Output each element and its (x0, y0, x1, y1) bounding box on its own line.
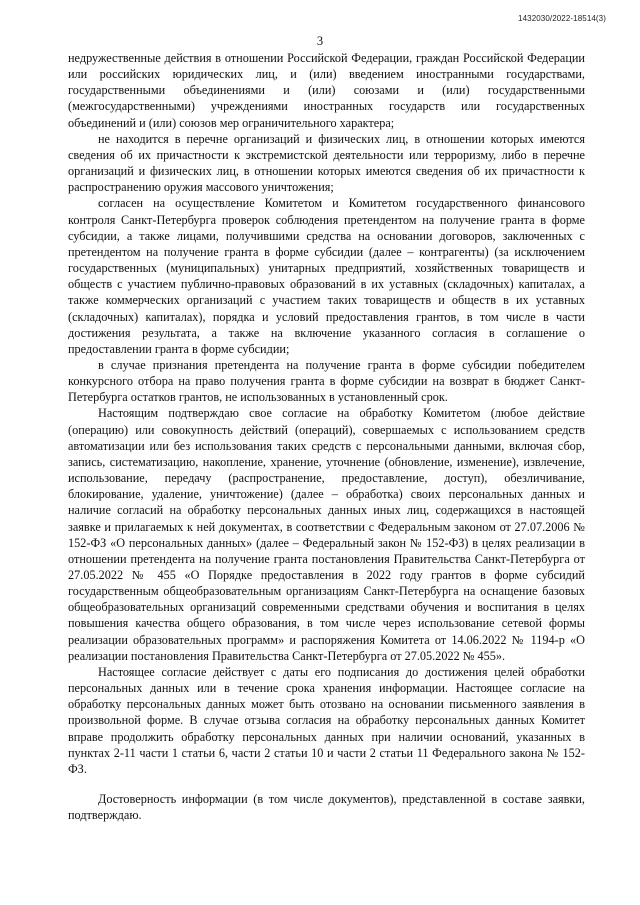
paragraph-consent-audit: согласен на осуществление Комитетом и Комитетом государственного финансового контроля Санкт-Петербурга проверок соблюдения претендентом на получение гранта в форме субсидии, а также лицами, получившими средства на основании договоров, заключенных с претендентом на получение гранта в форме субсидии (далее – контрагенты) (за исключением государственных (муниципальных) унитарных предприятий, хозяйственных товариществ и обществ с участием публично-правовых образований в их уставных (складочных) капиталах, а также коммерческих организаций с участием таких товариществ и обществ в их уставных (складочных) капиталах), порядка и условий предоставления грантов, в том числе в части достижения результата, а также на включение указанного согласия в соглашение о предоставлении гранта в форме субсидии; (68, 196, 585, 356)
document-number: 1432030/2022-18514(3) (518, 14, 606, 23)
document-body (68, 50, 585, 823)
paragraph-personal-data-consent: Настоящим подтверждаю свое согласие на обработку Комитетом (любое действие (операцию) или совокупность действий (операций), совершаемых с использованием средств автоматизации или без использования таких средств с персональными данными, включая сбор, запись, систематизацию, накопление, хранение, уточнение (обновление, изменение), извлечение, использование, передачу (распространение, предоставление, доступ), обезличивание, блокирование, удаление, уничтожение) (далее – обработка) своих персональных данных и наличие согласий на обработку персональных данных иных лиц, содержащихся в настоящей заявке и прилагаемых к ней документах, в соответствии с Федеральным законом от 27.07.2006 № 152-ФЗ «О персональных данных» (далее – Федеральный закон № 152-ФЗ) в целях реализации в отношении претендента на получение гранта постановления Правительства Санкт-Петербурга от 27.05.2022 № 455 «О Порядке предоставления в 2022 году грантов в форме субсидий государственным общеобразовательным организациям Санкт-Петербурга на оснащение базовых общеобразовательных организаций современными средствами обучения и воспитания в целях повышения качества общего образования, в том числе через использование сетевой формы реализации образовательных программ» и распоряжения Комитета от 14.06.2022 № 1194-р «О реализации постановления Правительства Санкт-Петербурга от 27.05.2022 № 455». (68, 406, 585, 663)
paragraph-not-in-list: не находится в перечне организаций и физических лиц, в отношении которых имеются сведения об их причастности к экстремистской деятельности или терроризму, либо в перечне организаций и физических лиц, в отношении которых имеются сведения об их причастности к распространению оружия массового уничтожения; (68, 131, 585, 195)
paragraph-return-balances: в случае признания претендента на получение гранта в форме субсидии победителем конкурсного отбора на право получения гранта в форме субсидии на возврат в бюджет Санкт-Петербурга остатков грантов, не использованных в установленный срок. (68, 357, 585, 405)
page-number: 3 (316, 34, 324, 48)
spacer (68, 777, 585, 791)
paragraph-consent-validity: Настоящее согласие действует с даты его подписания до достижения целей обработки персональных данных или в течение срока хранения информации. Настоящее согласие на обработку персональных данных может быть отозвано на основании письменного заявления в произвольной форме. В случае отзыва согласия на обработку персональных данных Комитет вправе продолжить обработку персональных данных при наличии оснований, указанных в пунктах 2-11 части 1 статьи 6, части 2 статьи 10 и части 2 статьи 11 Федерального закона № 152-ФЗ. (68, 664, 585, 776)
paragraph-accuracy-confirmation: Достоверность информации (в том числе документов), представленной в составе заявки, подтверждаю. (68, 792, 585, 823)
paragraph-continuation: недружественные действия в отношении Российской Федерации, граждан Российской Федерации или российских юридических лиц, и (или) введением иностранными государствами, государственными объединениями и (или) союзами и (или) государственными (межгосударственными) учреждениями иностранных государств или государственных объединений и (или) союзов мер ограничительного характера; (68, 51, 585, 130)
